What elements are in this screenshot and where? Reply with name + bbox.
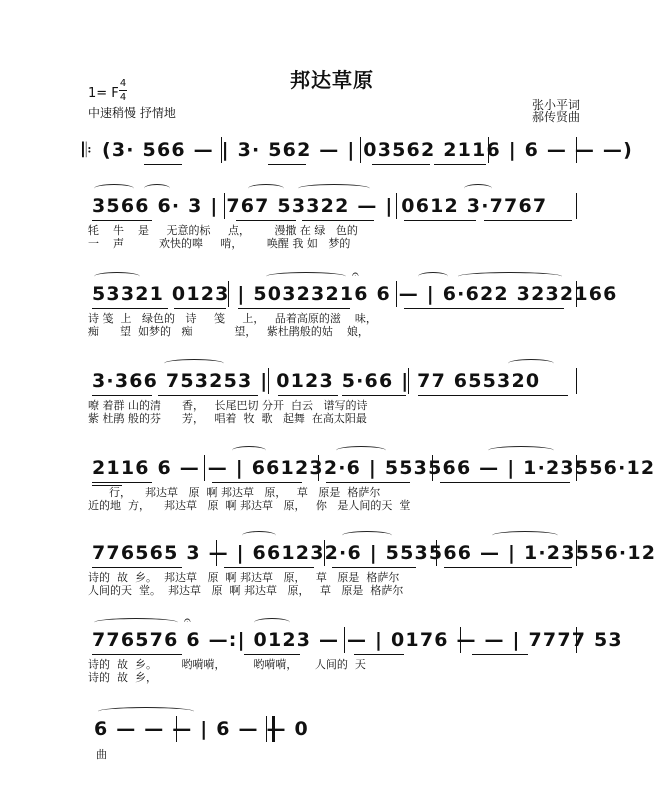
time-denominator: 4 [119,92,127,103]
staff-system-1 [82,137,633,177]
notation-line: 3566 6· 3 | 767 53322 — | 0612 3·7767 [92,195,548,217]
lyrics-verse-2: 人间的天 堂。 邦达草 原 啊 邦达草 原， 草 原是 格萨尔 [88,584,404,597]
final-barline [272,716,275,742]
lyrics-verse-1: 嘹 着群 山的清 香， 长尾巴切 分开 白云 谱写的诗 [88,399,368,412]
lyricist: 张小平词 [531,98,580,112]
staff-system-7 [88,613,623,684]
time-signature [118,78,128,103]
lyrics-verse-1: 诗的 故 乡。 邦达草 原 啊 邦达草 原， 草 原是 格萨尔 [88,571,400,584]
lyrics-verse-2: 痴 望 如梦的 痴 望， 紫杜鹃般的姑 娘， [88,325,369,338]
staff-system-4 [88,368,578,425]
notation-line: 776576 6 —:| 0123 — — | 0176 — — | 7777 53 [92,629,623,651]
notation-line: 53321 0123 | 50323216 6 — | 6·622 3232166 [92,283,618,305]
notation-line: 2116 6 — — | 661232·6 | 553566 — | 1·23556·12 [92,457,656,479]
tempo-marking: 中速稍慢 抒情地 [88,106,176,120]
composer: 郝传贤曲 [531,110,580,124]
notation-line: (3· 566 — | 3· 562 — | 03562 2116 | 6 — — —) [102,139,633,161]
fermata-mark: 𝄐 [352,267,359,281]
staff-system-2 [88,193,578,250]
lyrics-verse-1: 诗 笺 上 绿色的 诗 笺 上， 品着高原的滋 味， [88,312,377,325]
ending-mark: 曲 [96,748,107,761]
lyrics-verse-2: 紫 杜鹃 般的芬 芳， 唱着 牧 歌 起舞 在高太阳最 [88,412,367,425]
repeat-start-sign: 𝄆 [82,138,92,162]
key-signature: 1= F [88,86,119,101]
song-title: 邦达草原 [290,68,374,92]
lyrics-verse-2: 诗的 故 乡， [88,671,157,684]
lyrics-verse-2: 一 声 欢快的嗥 啃， 唤醒 我 如 梦的 [88,237,351,250]
notation-line: 3·366 753253 | 0123 5·66 | 77 655320 [92,370,541,392]
staff-system-3 [88,267,618,338]
lyrics-verse-1: 牦 牛 是 无意的标 点， 漫撒 在 绿 色的 [88,224,358,237]
time-numerator: 4 [119,78,127,89]
lyrics-verse-1: 诗的 故 乡。 哟嗬嗬， 哟嗬嗬， 人间的 天 [88,658,366,671]
staff-system-6 [88,540,657,597]
staff-system-8 [88,716,578,768]
lyrics-verse-2: 近的地 方， 邦达草 原 啊 邦达草 原， 你 是人间的天 堂 [88,499,411,512]
lyrics-verse-1: 行， 邦达草 原 啊 邦达草 原， 草 原是 格萨尔 [88,486,381,499]
notation-line: 776565 3 — | 661232·6 | 553566 — | 1·23556·12 [92,542,657,564]
fermata-mark: 𝄐 [184,613,191,627]
staff-system-5 [88,455,656,512]
notation-line: 6 — — — | 6 — — 0 [94,718,309,740]
